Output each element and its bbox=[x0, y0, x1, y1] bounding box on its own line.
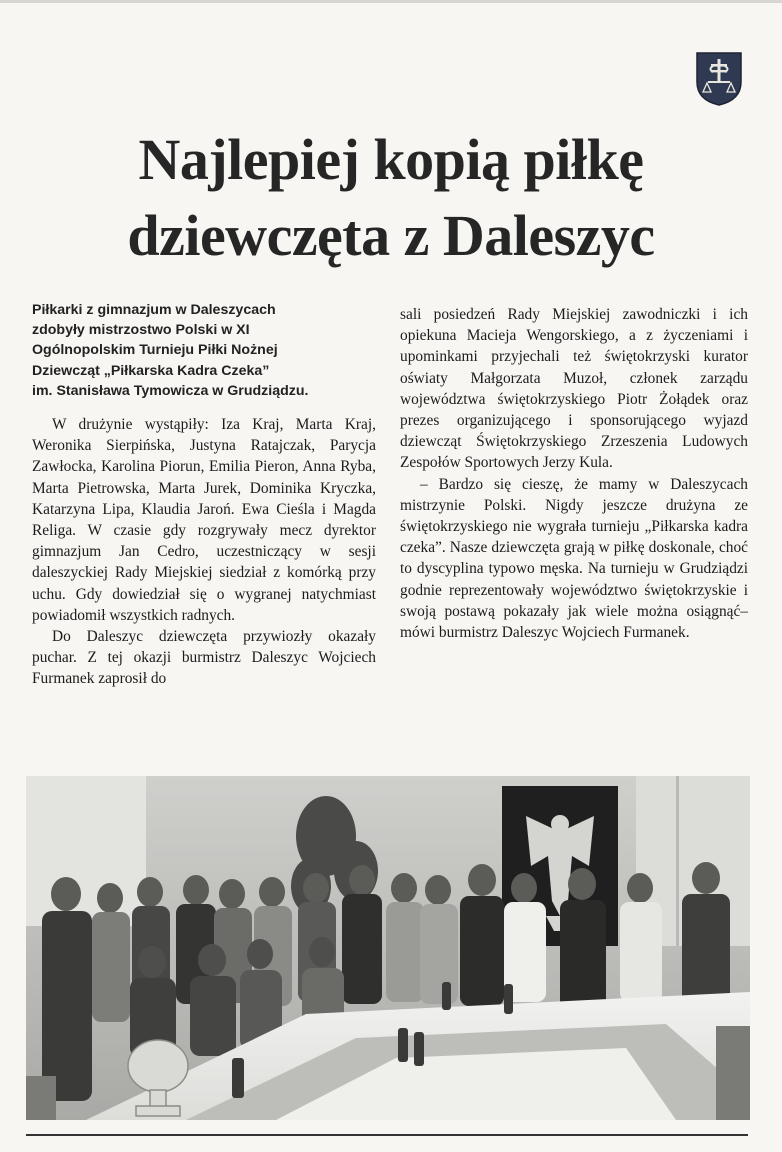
headline-line-1: Najlepiej kopią piłkę bbox=[138, 127, 644, 192]
body-paragraph: sali posiedzeń Rady Miejskiej zawodniczki i ich opiekuna Macieja Wengorskiego, a z życzeniami i upominkami przyjechali też świętokrzyski kurator oświaty Małgorzata Muzoł, członek zarządu województwa świętokrzyskiego Piotr Żołądek oraz prezes organizującego i sponsorującego wyjazd dziewcząt Świętokrzyskiego Zrzeszenia Ludowych Zespołów Sportowych Jerzy Kula. bbox=[400, 306, 748, 472]
group-photo bbox=[26, 776, 750, 1120]
article-column-1 bbox=[32, 414, 376, 690]
municipal-coat-of-arms-icon bbox=[696, 52, 742, 106]
lead-line: Ogólnopolskim Turnieju Piłki Nożnej bbox=[32, 342, 278, 359]
body-paragraph: – Bardzo się cieszę, że mamy w Daleszycach mistrzynie Polski. Nigdy jeszcze drużyna ze świętokrzyskiego nie wygrała turnieju „Piłkarska kadra czeka”. Nasze dziewczęta grają w piłkę doskonale, choć to dyscyplina typowo męska. Na turnieju w Grudziądzi godnie reprezentowały województwo świętokrzyskie i swoją postawą pokazały jak wiele można osiągnąć– mówi burmistrz Daleszyc Wojciech Furmanek. bbox=[400, 475, 748, 642]
article-lead bbox=[32, 300, 378, 401]
body-paragraph: W drużynie wystąpiły: Iza Kraj, Marta Kraj, Weronika Sierpińska, Justyna Ratajczak, Parycja Zawłocka, Karolina Piorun, Emilia Pieron, Anna Ryba, Marta Pietrowska, Marta Jurek, Dominika Kryczka, Katarzyna Lipa, Klaudia Jaroń. Ewa Cieśla i Magda Religa. W czasie gdy rozgrywały mecz dyrektor gimnazjum Jan Cedro, uczestniczący w sesji daleszyckiej Rady Miejskiej siedział z komórką przy uchu. Gdy dowiedział się o wygranej natychmiast powiadomił wszystkich radnych. bbox=[32, 416, 376, 624]
article-column-2 bbox=[400, 304, 748, 643]
lead-line: im. Stanisława Tymowicza w Grudziądzu. bbox=[32, 382, 309, 399]
article-headline bbox=[20, 122, 762, 274]
top-edge bbox=[0, 0, 782, 3]
headline-line-2: dziewczęta z Daleszyc bbox=[127, 203, 655, 268]
body-paragraph: Do Daleszyc dziewczęta przywiozły okazały puchar. Z tej okazji burmistrz Daleszyc Wojciech Furmanek zaprosił do bbox=[32, 628, 376, 688]
group-photo-illustration bbox=[26, 776, 750, 1120]
bottom-rule bbox=[26, 1134, 748, 1136]
lead-line: zdobyły mistrzostwo Polski w XI bbox=[32, 322, 250, 339]
lead-line: Piłkarki z gimnazjum w Daleszycach bbox=[32, 302, 276, 318]
lead-line: Dziewcząt „Piłkarska Kadra Czeka” bbox=[32, 362, 270, 379]
